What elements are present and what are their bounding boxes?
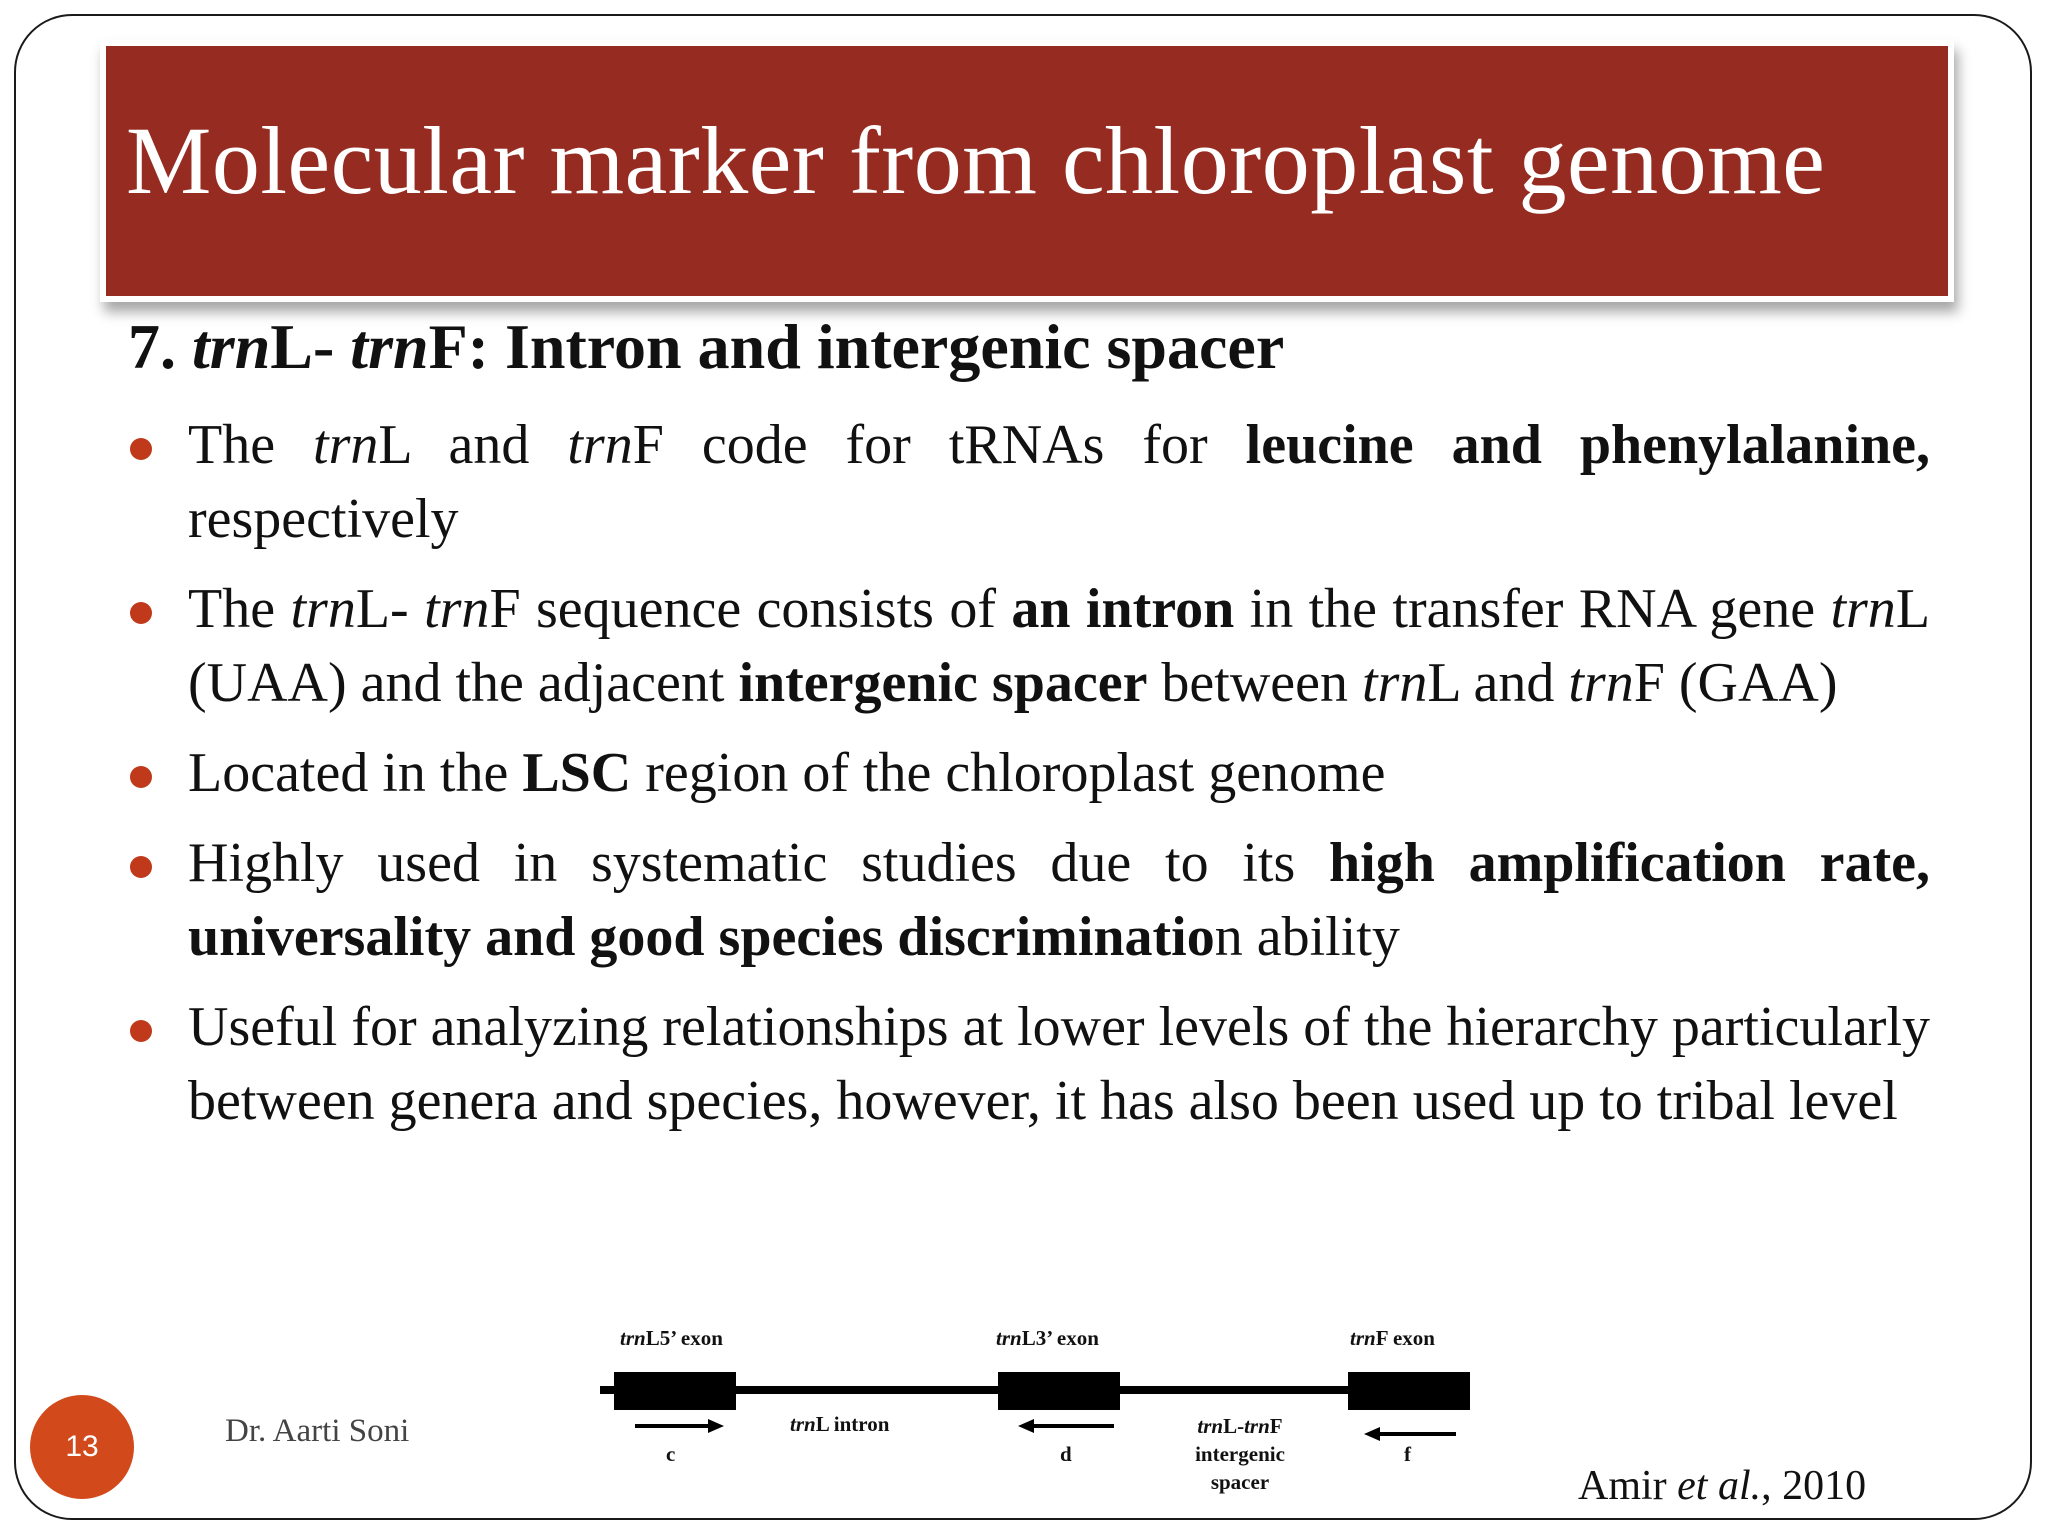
text-run: L- (355, 578, 425, 640)
trnl-trnf-diagram (600, 1318, 1480, 1508)
label-trnl3-exon: trnL3’ exon (996, 1326, 1099, 1350)
text-run: F (GAA) (1633, 652, 1838, 714)
citation: Amir et al., 2010 (1578, 1463, 1867, 1509)
text-run: L and (1427, 652, 1569, 714)
bold-run: LSC (522, 742, 632, 804)
heading-gene1-italic: trn (192, 311, 271, 382)
text-run: F code for tRNAs for (632, 414, 1246, 476)
bold-run: high amplification rate, universality and good species discriminatio (188, 832, 1930, 968)
text-run: n ability (1214, 906, 1400, 968)
label-primer-d: d (1060, 1442, 1072, 1466)
primer-arrow-d (1018, 1419, 1114, 1433)
heading-gene2-rest: F (428, 311, 468, 382)
bullet-list (130, 408, 1930, 1154)
label-intergenic-spacer: trnL-trnF intergenic spacer (1195, 1414, 1285, 1494)
italic-run: trn (290, 578, 356, 640)
heading-gene1-rest: L- (270, 311, 351, 382)
text-run: The (188, 578, 291, 640)
bold-run: leucine and phenylalanine, (1245, 414, 1931, 476)
bullet-item-2 (130, 572, 1930, 720)
italic-run: trn (1568, 652, 1634, 714)
exon-box-trnf (1348, 1372, 1470, 1410)
bold-run: an intron (1011, 578, 1235, 640)
exon-box-trnl5 (614, 1372, 736, 1410)
label-primer-c: c (666, 1442, 676, 1466)
title-banner (106, 46, 1948, 296)
bullet-item-5 (130, 990, 1930, 1138)
text-run: Useful for analyzing relationships at lower levels of the hierarchy particularly between genera and species, however, it has also been used up to tribal level (188, 996, 1930, 1132)
label-trnf-exon: trnF exon (1350, 1326, 1435, 1350)
page-number-badge: 13 (30, 1395, 134, 1499)
bullet-dot-icon (130, 602, 152, 624)
bullet-dot-icon (130, 438, 152, 460)
heading-rest: : Intron and intergenic spacer (467, 311, 1285, 382)
slide-title: Molecular marker from chloroplast genome (126, 107, 1826, 214)
text-run: Highly used in systematic studies due to its (188, 832, 1329, 894)
primer-arrow-c (635, 1419, 724, 1433)
bullet-item-3 (130, 736, 1930, 810)
italic-run: trn (1362, 652, 1428, 714)
text-run: between (1147, 652, 1362, 714)
text-run: L and (378, 414, 568, 476)
section-heading (128, 310, 1284, 384)
label-trnl5-exon: trnL5’ exon (620, 1326, 723, 1350)
italic-run: trn (567, 414, 633, 476)
italic-run: trn (313, 414, 379, 476)
bullet-dot-icon (130, 766, 152, 788)
text-run: Located in the (188, 742, 523, 804)
bullet-item-4 (130, 826, 1930, 974)
primer-arrow-f (1364, 1427, 1456, 1441)
bullet-dot-icon (130, 1020, 152, 1042)
text-run: The (188, 414, 314, 476)
text-run: in the transfer RNA gene (1234, 578, 1831, 640)
label-primer-f: f (1404, 1442, 1411, 1466)
text-run: L (UAA) and the adjacent (188, 578, 1931, 714)
bullet-item-1 (130, 408, 1930, 556)
exon-box-trnl3 (998, 1372, 1120, 1410)
heading-number: 7. (128, 311, 176, 382)
bold-run: intergenic spacer (738, 652, 1148, 714)
text-run: F sequence consists of (489, 578, 1012, 640)
text-run: region of the chloroplast genome (631, 742, 1386, 804)
author-footer: Dr. Aarti Soni (225, 1413, 410, 1449)
text-run: respectively (188, 488, 459, 550)
italic-run: trn (1830, 578, 1896, 640)
italic-run: trn (424, 578, 490, 640)
bullet-dot-icon (130, 856, 152, 878)
label-trnl-intron: trnL intron (790, 1412, 890, 1436)
heading-gene2-italic: trn (350, 311, 429, 382)
